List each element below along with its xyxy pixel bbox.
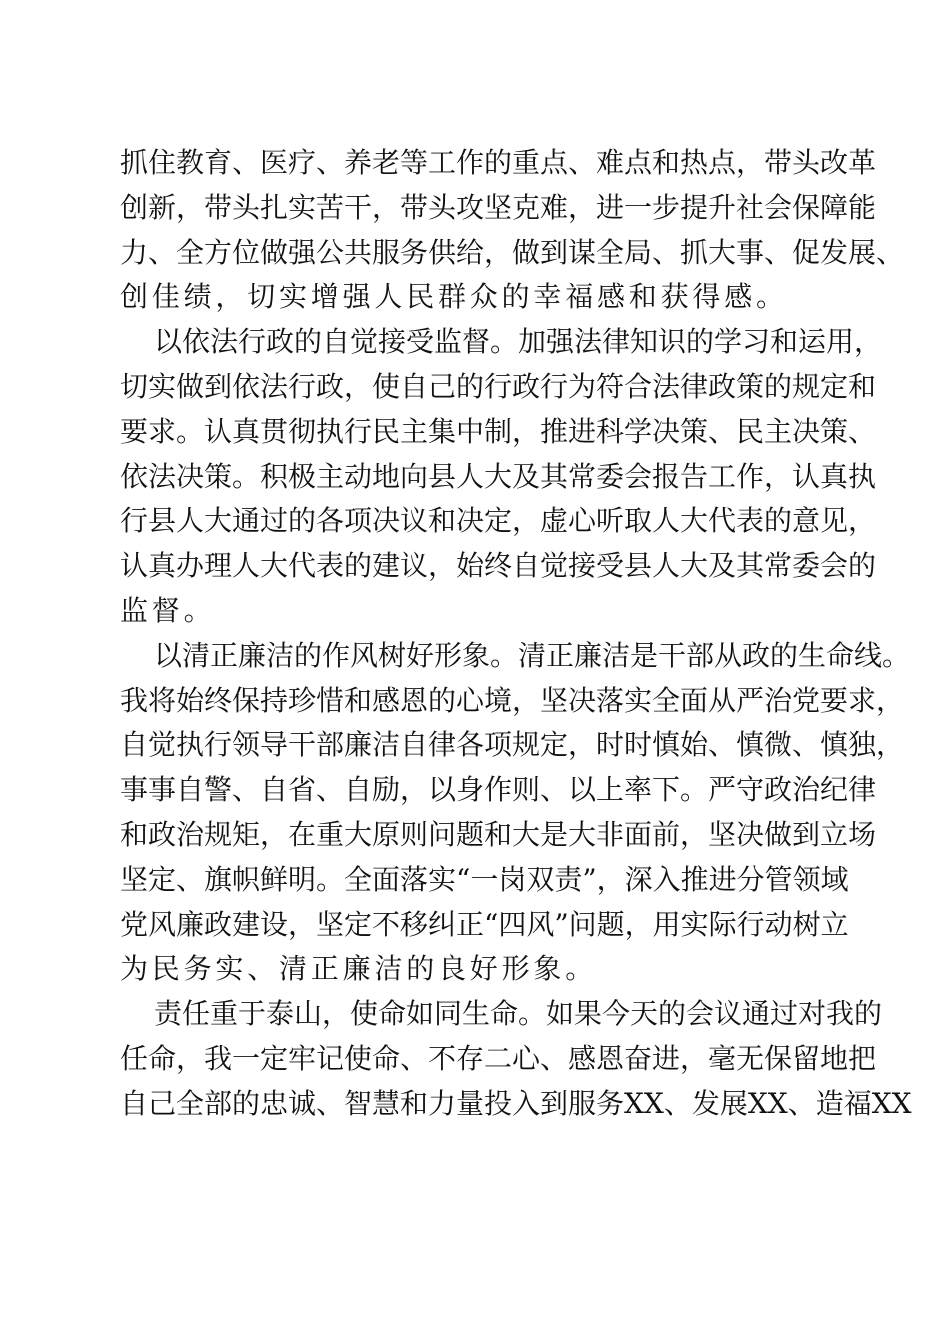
- text-line: 力、全方位做强公共服务供给，做到谋全局、抓大事、促发展、: [120, 235, 905, 269]
- document-body: [120, 141, 912, 1127]
- text-line: 事事自警、自省、自励，以身作则、以上率下。严守政治纪律: [120, 773, 877, 807]
- text-line: 要求。认真贯彻执行民主集中制，推进科学决策、民主决策、: [120, 414, 877, 448]
- text-line: 责任重于泰山，使命如同生命。如果今天的会议通过对我的: [154, 997, 883, 1031]
- text-line: 抓住教育、医疗、养老等工作的重点、难点和热点，带头改革: [120, 146, 877, 179]
- text-line: 以清正廉洁的作风树好形象。清正廉洁是干部从政的生命线。: [154, 638, 911, 672]
- text-line: 创新，带头扎实苦干，带头攻坚克难，进一步提升社会保障能: [120, 190, 877, 224]
- text-line: 自觉执行领导干部廉洁自律各项规定，时时慎始、慎微、慎独，: [120, 728, 905, 762]
- text-line: 为民务实、清正廉洁的良好形象。: [120, 952, 598, 986]
- text-line: 党风廉政建设，坚定不移纠正“四风”问题，用实际行动树立: [120, 907, 849, 941]
- text-line: 以依法行政的自觉接受监督。加强法律知识的学习和运用，: [154, 325, 883, 359]
- text-line: 我将始终保持珍惜和感恩的心境，坚决落实全面从严治党要求，: [120, 683, 905, 717]
- text-line: 创佳绩，切实增强人民群众的幸福感和获得感。: [120, 280, 788, 314]
- text-line: 依法决策。积极主动地向县人大及其常委会报告工作，认真执: [120, 459, 877, 493]
- text-line: 任命，我一定牢记使命、不存二心、感恩奋进，毫无保留地把: [120, 1041, 877, 1075]
- text-line: 监督。: [120, 593, 216, 627]
- text-line: 自己全部的忠诚、智慧和力量投入到服务XX、发展XX、造福XX: [120, 1086, 912, 1120]
- text-line: 认真办理人大代表的建议，始终自觉接受县人大及其常委会的: [120, 549, 877, 583]
- text-line: 和政治规矩，在重大原则问题和大是大非面前，坚决做到立场: [120, 817, 877, 851]
- text-line: 坚定、旗帜鲜明。全面落实“一岗双责”，深入推进分管领域: [120, 862, 849, 896]
- text-line: 行县人大通过的各项决议和决定，虚心听取人大代表的意见，: [120, 504, 877, 538]
- text-line: 切实做到依法行政，使自己的行政行为符合法律政策的规定和: [120, 369, 877, 403]
